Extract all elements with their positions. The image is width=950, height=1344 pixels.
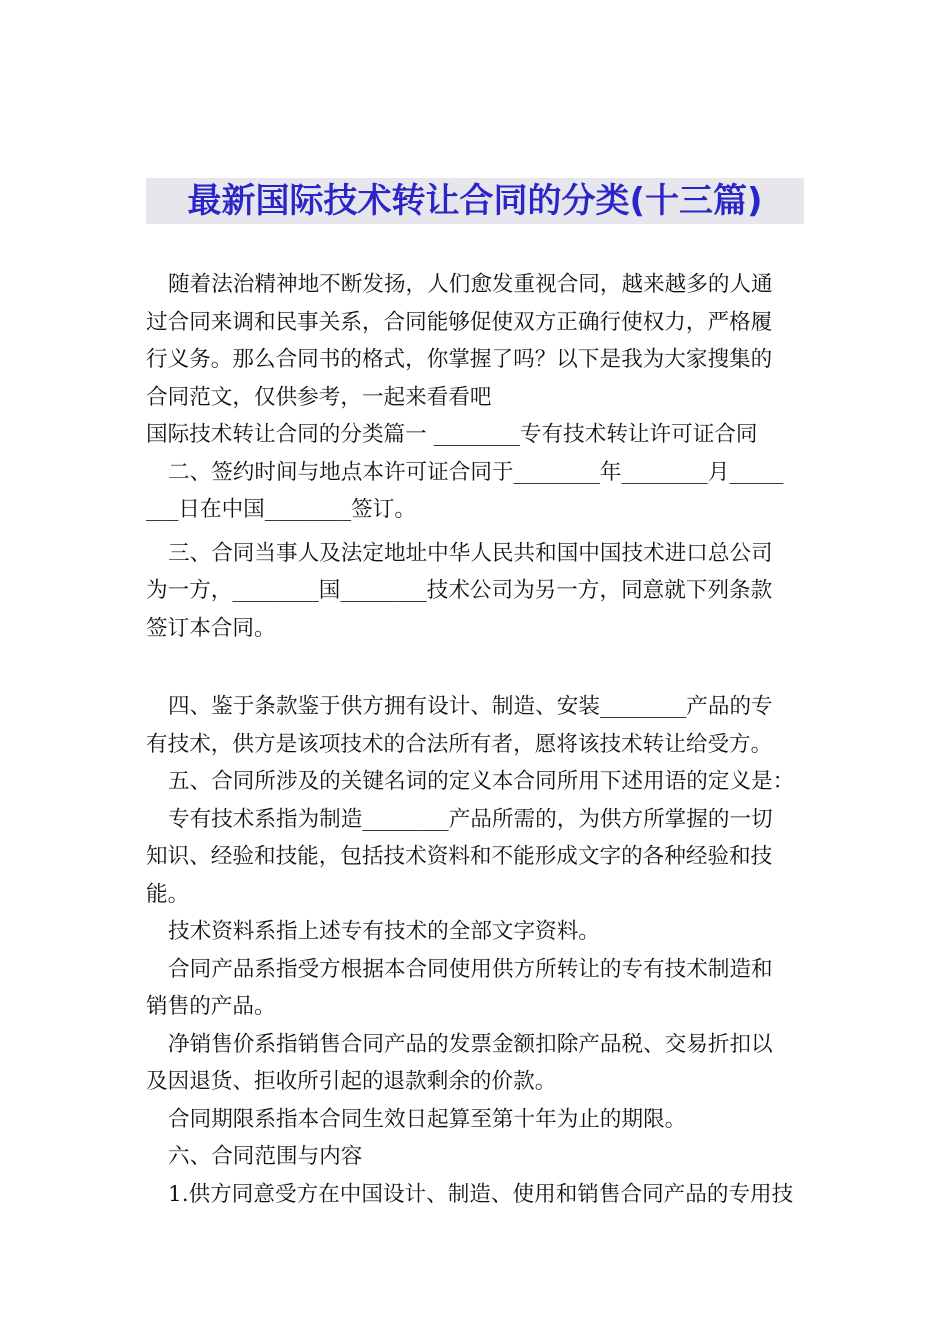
paragraph-line: 六、合同范围与内容 [168,1144,363,1169]
paragraph-line: 有技术，供方是该项技术的合法所有者，愿将该技术转让给受方。 [146,731,773,757]
paragraph-line: 四、鉴于条款鉴于供方拥有设计、制造、安装________产品的专 [168,694,773,719]
paragraph-line: 技术资料系指上述专有技术的全部文字资料。 [168,919,600,944]
paragraph-line: 行义务。那么合同书的格式，你掌握了吗？以下是我为大家搜集的 [146,347,773,372]
paragraph-line: 1.供方同意受方在中国设计、制造、使用和销售合同产品的专用技 [168,1181,794,1207]
paragraph-line: 及因退货、拒收所引起的退款剩余的价款。 [146,1069,557,1094]
paragraph-line: 二、签约时间与地点本许可证合同于________年________月_____ [168,459,784,485]
paragraph-line: 随着法治精神地不断发扬，人们愈发重视合同，越来越多的人通 [168,272,773,297]
paragraph-line: 签订本合同。 [146,615,276,641]
paragraph-line: 合同范文，仅供参考，一起来看看吧 [146,384,492,410]
paragraph-line: 知识、经验和技能，包括技术资料和不能形成文字的各种经验和技 [146,844,773,869]
paragraph-line: 专有技术系指为制造________产品所需的，为供方所掌握的一切 [168,806,773,832]
paragraph-line: 能。 [146,881,190,907]
paragraph-line: 五、合同所涉及的关键名词的定义本合同所用下述用语的定义是： [168,769,795,794]
paragraph-line: ___日在中国________签订。 [146,497,416,522]
paragraph-line: 销售的产品。 [146,994,276,1019]
paragraph-line: 合同期限系指本合同生效日起算至第十年为止的期限。 [168,1106,687,1132]
paragraph-line: 为一方，________国________技术公司为另一方，同意就下列条款 [146,578,773,603]
paragraph-line: 国际技术转让合同的分类篇一 ________专有技术转让许可证合同 [146,422,758,447]
paragraph-line: 过合同来调和民事关系，合同能够促使双方正确行使权力，严格履 [146,309,773,335]
document-title: 最新国际技术转让合同的分类(十三篇) [146,178,804,224]
document-body [146,266,810,1213]
paragraph-line: 三、合同当事人及法定地址中华人民共和国中国技术进口总公司 [168,540,773,566]
paragraph-line: 净销售价系指销售合同产品的发票金额扣除产品税、交易折扣以 [168,1031,773,1057]
paragraph-line: 合同产品系指受方根据本合同使用供方所转让的专有技术制造和 [168,956,773,982]
